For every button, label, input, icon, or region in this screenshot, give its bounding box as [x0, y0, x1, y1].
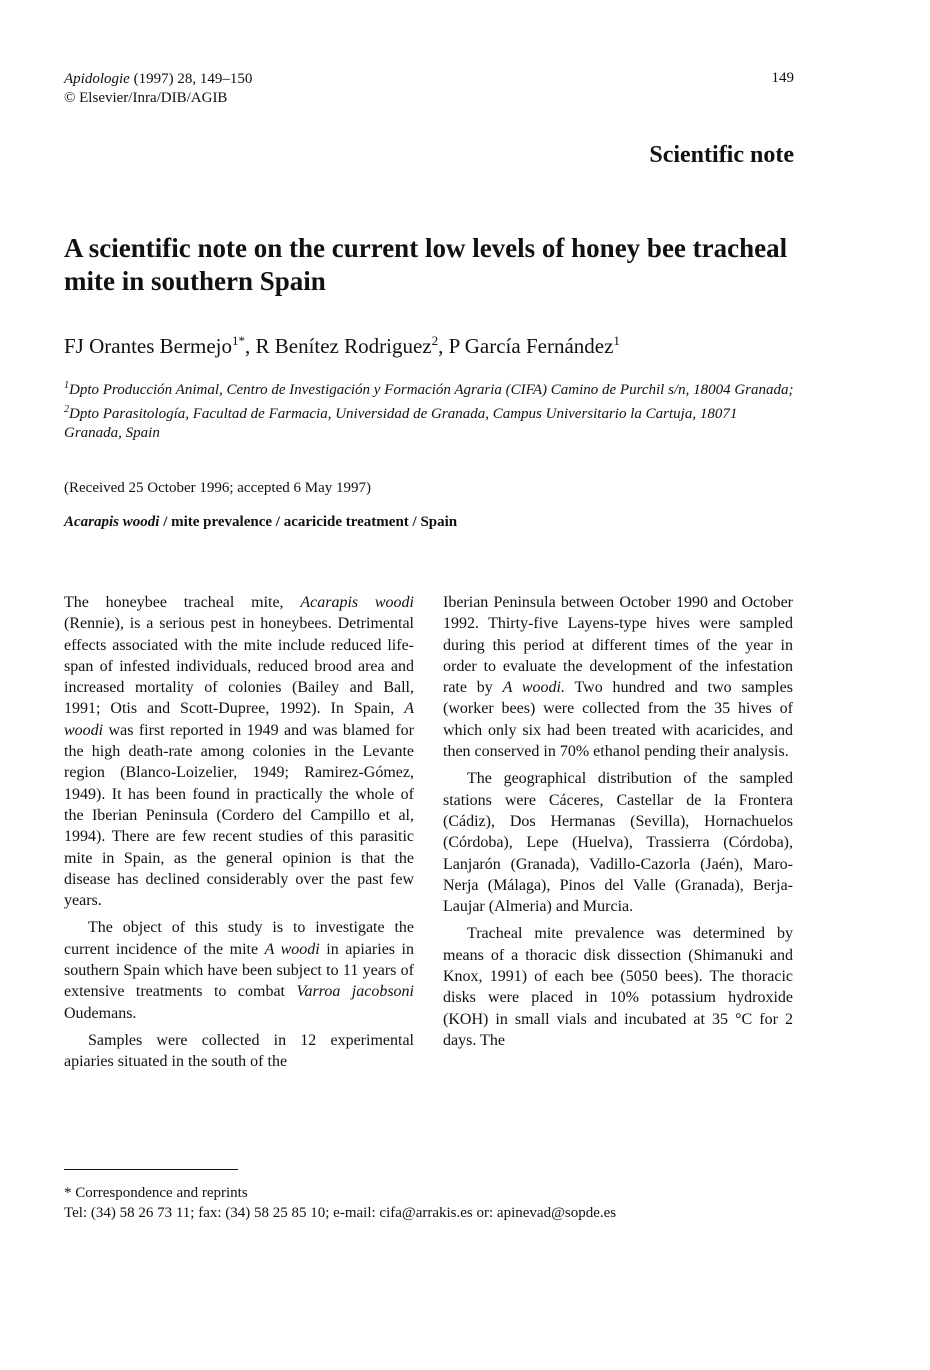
text-run: The object of this study is to investigate the current incidence of the mite [64, 919, 414, 958]
text-run: (Rennie), is a serious pest in honeybees. Detrimental effects associated with the mite include reduced life-span of infested individuals, reduced brood area and increased mortality of colonies (Bailey and Ball, 1991; Otis and Scott-Dupree, 1992). In Spain, [64, 615, 414, 718]
text-run: Iberian Peninsula between October 1990 and October 1992. Thirty-five Layens-type hives were sampled during this period at different times of the year in order to evaluate the development of the infestation rate by [443, 594, 793, 697]
author-2-sup: 2 [431, 333, 439, 348]
author-list [64, 333, 620, 359]
page-number: 149 [771, 70, 794, 86]
text-run: Two hundred and two samples (worker bees) were collected from the 35 hives of which only six had been treated with acaricides, and then conserved in 70% ethanol pending their analysis. [443, 679, 793, 761]
footnote-rule [64, 1169, 238, 1170]
left-column [64, 592, 414, 1073]
running-header [64, 70, 252, 108]
affil-2: Dpto Parasitología, Facultad de Farmacia, Universidad de Granada, Campus Universitario la Cartuja, 18071 Granada, Spain [64, 406, 738, 441]
footnote-contact: Tel: (34) 58 26 73 11; fax: (34) 58 25 85 10; e-mail: cifa@arrakis.es or: apinevad@sopde.es [64, 1205, 617, 1221]
species-name: Varroa jacobsoni [296, 983, 414, 1001]
text-run: The honeybee tracheal mite, [64, 594, 301, 611]
author-1-sup: 1* [231, 333, 245, 348]
section-label: Scientific note [649, 142, 794, 168]
affiliations [64, 376, 794, 443]
right-paragraph-3: Tracheal mite prevalence was determined by means of a thoracic disk dissection (Shimanuki and Knox, 1991) of each bee (5050 bees). The thoracic disks were placed in 10% potassium hydroxide (KOH) in small vials and incubated at 35 °C for 2 days. The [443, 925, 793, 1049]
affil-1-sup: 1 [64, 380, 69, 391]
keywords [64, 514, 457, 531]
footnotes [64, 1183, 616, 1223]
citation: (1997) 28, 149–150 [129, 71, 253, 87]
journal-name: Apidologie [64, 71, 130, 87]
affil-1: Dpto Producción Animal, Centro de Investigación y Formación Agraria (CIFA) Camino de Purchil s/n, 18004 Granada; [69, 382, 794, 398]
keyword-rest: / mite prevalence / acaricide treatment / Spain [159, 514, 458, 530]
author-1: FJ Orantes Bermejo [64, 334, 232, 358]
right-column [443, 592, 793, 1051]
left-paragraph-3: Samples were collected in 12 experimental apiaries situated in the south of the [64, 1031, 414, 1071]
received-dates: (Received 25 October 1996; accepted 6 May 1997) [64, 480, 371, 496]
right-paragraph-1 [443, 592, 793, 762]
affil-2-sup: 2 [64, 404, 69, 415]
species-name: A woodi [264, 940, 320, 958]
species-name: A woodi [64, 700, 414, 739]
author-3: , P García Fernández [438, 334, 614, 358]
footnote-correspondence: * Correspondence and reprints [64, 1185, 248, 1201]
text-run: was first reported in 1949 and was blamed for the high death-rate among colonies in the Levante region (Blanco-Loizelier, 1949; Ramirez-Gómez, 1949). It has been found in practically the whole of the Iberian Peninsula (Cordero del Campillo et al, 1994). There are few recent studies of this parasitic mite in Spain, as the general opinion is that the disease has declined considerably over the past few years. [64, 721, 414, 910]
author-3-sup: 1 [613, 333, 620, 348]
left-paragraph-2 [64, 917, 414, 1023]
species-name: A woodi. [502, 679, 565, 697]
publisher: © Elsevier/Inra/DIB/AGIB [64, 90, 228, 106]
text-run: Oudemans. [64, 1004, 137, 1022]
author-2: , R Benítez Rodriguez [244, 334, 432, 358]
article-title: A scientific note on the current low levels of honey bee tracheal mite in southern Spain [64, 233, 788, 296]
left-paragraph-1 [64, 592, 414, 911]
species-name: Acarapis woodi [300, 594, 415, 611]
text-run: in apiaries in southern Spain which have been subject to 11 years of extensive treatments to combat [64, 940, 415, 1001]
keyword-species: Acarapis woodi [64, 514, 160, 530]
right-paragraph-2: The geographical distribution of the sampled stations were Cáceres, Castellar de la Frontera (Cádiz), Dos Hermanas (Sevilla), Hornachuelos (Córdoba), Lepe (Huelva), Trassierra (Córdoba), Lanjarón (Granada), Vadillo-Cazorla (Jaén), Maro-Nerja (Málaga), Pinos del Valle (Granada), Berja-Laujar (Almeria) and Murcia. [443, 770, 793, 916]
